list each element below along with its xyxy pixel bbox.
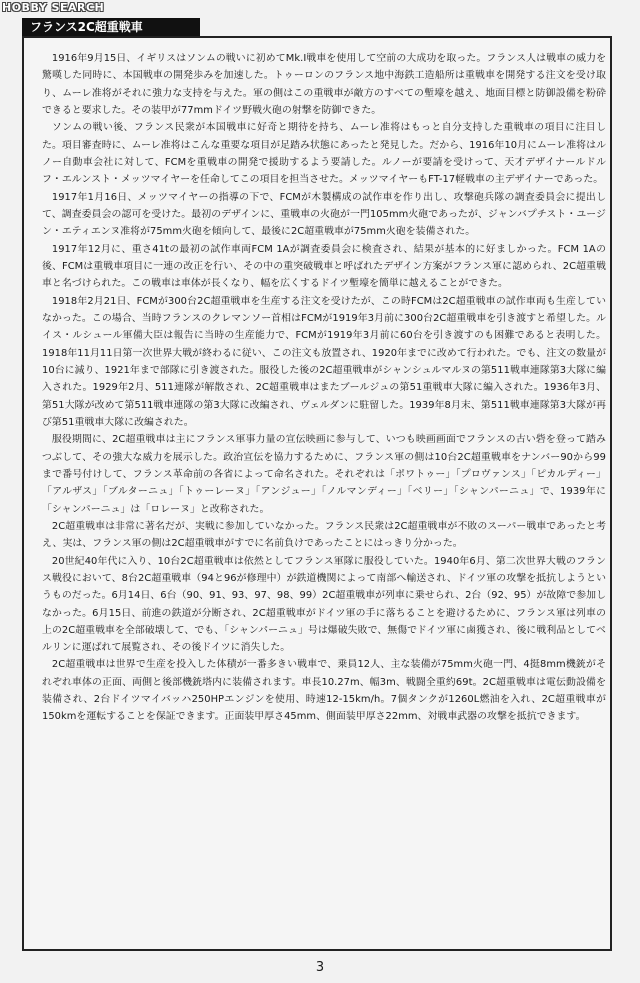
paragraph: ソンムの戦い後、フランス民衆が本国戦車に好奇と期待を持ち、ムーレ准将はもっと自分支持した重戦車の項目に注目した。項目審査時に、ムーレ准将はこんな重要な項目が足踏み状態にあったと発見した。だから、1916年10月にムーレ准将はルノー自動車会社に対して、FCMを重戦車の開発で援助するよう要請した。ルノーが要請を受けって、天才デザイナールドルフ・エルンスト・メッツマイヤーを任命してこの項目を担当させた。メッツマイヤーもFT-17軽戦車の主デザイナーであった。 — [42, 122, 606, 186]
article-body — [42, 50, 606, 942]
watermark-logo: HOBBY SEARCH — [2, 1, 105, 14]
paragraph: 2C超重戦車は世界で生産を投入した体積が一番多きい戦車で、乗員12人、主な装備が75mm火砲一門、4挺8mm機銃がそれぞれ車体の正面、両側と後部機銃塔内に装備されます。車長10.27m、幅3m、戦闘全重約69t。2C超重戦車は電伝動設備を装備され、2台ドイツマイバッハ250HPエンジンを使用、時速12-15km/h。7個タンクが1260L燃油を入れ、2C超重戦車が150kmを運転することを保証できます。正面装甲厚さ45mm、側面装甲厚さ22mm、対戦車武器の攻撃を抵抗できます。 — [42, 659, 606, 723]
paragraph: 2C超重戦車は非常に著名だが、実戦に参加していなかった。フランス民衆は2C超重戦車が不敗のスーパー戦車であったと考え、実は、フランス軍の側は2C超重戦車がすでに名前負けであったことにはっきり分かった。 — [42, 520, 606, 550]
paragraph: 1917年12月に、重さ41tの最初の試作車両FCM 1Aが調査委員会に検査され、結果が基本的に好ましかった。FCM 1Aの後、FCMは重戦車項目に一連の改正を行い、その中の重突破戦車と呼ばれたデザイン方案がフランス軍に認められ、2C超重戦車と名づけられた。この戦車は車体が長くなり、幅を広くするドイツ塹壕を簡単に越えることができた。 — [42, 243, 606, 290]
paragraph: 1918年2月21日、FCMが300台2C超重戦車を生産する注文を受けたが、この時FCMは2C超重戦車の試作車両も生産していなかった。この場合、当時フランスのクレマンソー首相はFCMが1919年3月前に300台2C超重戦車を引き渡すと希望した。ルイス・ルシュール軍備大臣は報告に当時の生産能力で、FCMが1919年3月前に60台を引き渡すのも困難であると表明した。1918年11月11日第一次世界大戦が終わるに従い、この注文も放置され、1920年までに改めて行われた。でも、注文の数量が10台に減り、1921年まで部隊に引き渡された。服役した後の2C超重戦車がシャンシュルマルヌの第511戦車連隊第3大隊に編入された。1929年2月、511連隊が解散され、2C超重戦車はまたブールジュの第51重戦車大隊に編入された。1936年3月、第51大隊が改めて第511戦車連隊の第3大隊に改編され、ヴェルダンに駐留した。1939年8月末、第511戦車連隊第3大隊が再び第51重戦車大隊に改編された。 — [42, 295, 606, 428]
paragraph: 1916年9月15日、イギリスはソンムの戦いに初めてMk.Ⅰ戦車を使用して空前の大成功を取った。フランス人は戦車の威力を驚嘆した同時に、本国戦車の開発歩みを加速した。トゥーロンのフランス地中海鉄工造船所は重戦車を開発する注文を受け取り、ムーレ准将がそれに強力な支持を与えた。軍の側はこの重戦車が敵方のすべての塹壕を越え、地面目標と防御設備を粉砕できると要求した。その装甲が77mmドイツ野戦火砲の射撃を防御できた。 — [42, 53, 606, 116]
page-number: 3 — [315, 960, 325, 975]
paragraph: 20世紀40年代に入り、10台2C超重戦車は依然としてフランス軍隊に服役していた。1940年6月、第二次世界大戦のフランス戦役において、8台2C超重戦車（94と96が修理中）が鉄道機関によって南部へ輸送され、ドイツ軍の攻撃を抵抗しようというものだった。6月14日、6台（90、91、93、97、98、99）2C超重戦車が列車に乗せられ、2台（92、95）が故障で参加しなかった。6月15日、前進の鉄道が分断され、2C超重戦車がドイツ軍の手に落ちることを避けるために、フランス軍は列車の上の2C超重戦車を全部破壊して、でも、「シャンパーニュ」号は爆破失敗で、無傷でドイツ軍に鹵獲され、後に戦利品としてベルリンに運ばれて展覧され、その後ドイツに消失した。 — [42, 555, 606, 654]
page-title: フランス2C超重戦車 — [22, 18, 200, 36]
paragraph: 服役期間に、2C超重戦車は主にフランス軍事力量の宣伝映画に参与して、いつも映画画面でフランスの古い砦を登って踏みつぶして、その強大な威力を展示した。政治宣伝を協力するために、フランス軍の側は10台2C超重戦車をナンバー90から99まで番号付けして、フランス革命前の各省によって命名された。それぞれは「ポワトゥー」「プロヴァンス」「ピカルディー」「アルザス」「ブルターニュ」「トゥーレーヌ」「アンジュー」「ノルマンディー」「ベリー」「シャンパーニュ」で、1939年に「シャンパーニュ」は「ロレーヌ」と改称された。 — [42, 434, 606, 515]
paragraph: 1917年1月16日、メッツマイヤーの指導の下で、FCMが木製構成の試作車を作り出し、攻撃砲兵隊の調査委員会に提出して、調査委員会の認可を受けた。最初のデザインに、重戦車の火砲が一門105mm火砲であったが、ジャンバプチスト・ユージン・エティエンヌ准将が75mm火砲を傾向して、最後に2C超重戦車が75mm火砲を装備された。 — [42, 191, 606, 238]
